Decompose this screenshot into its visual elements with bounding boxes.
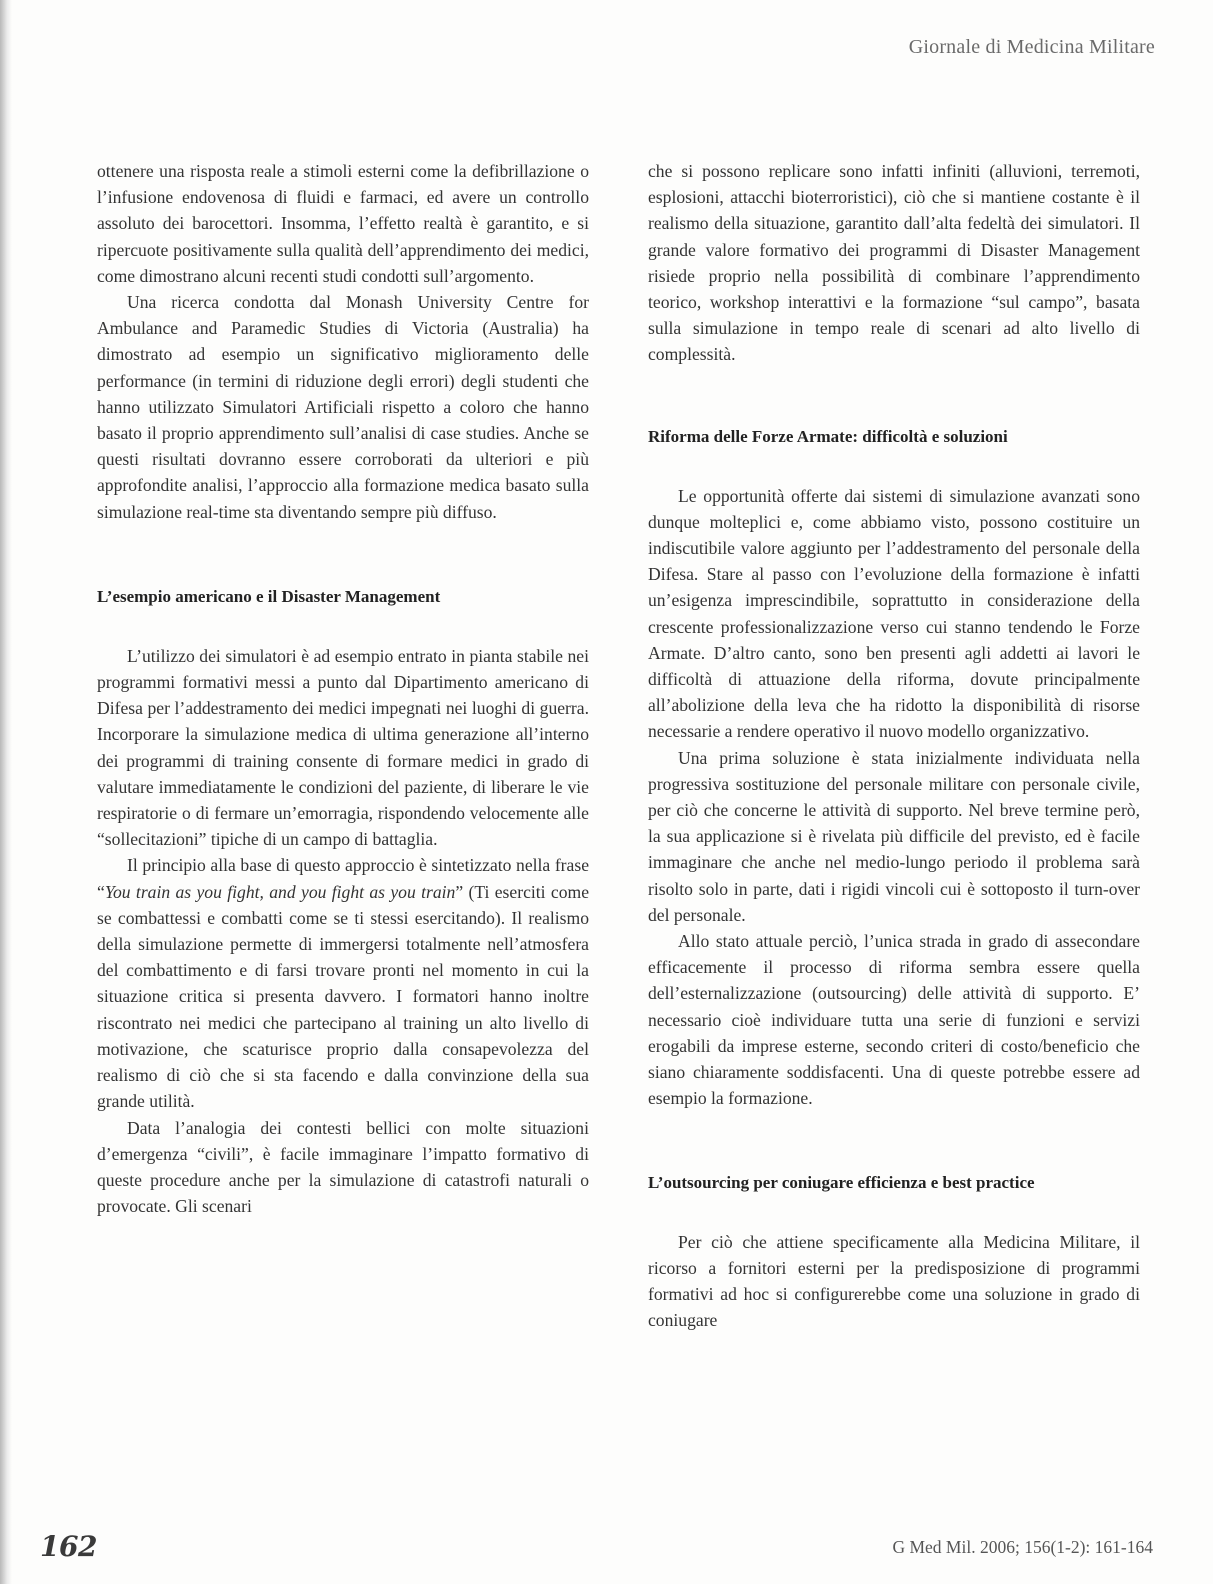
citation: G Med Mil. 2006; 156(1-2): 161-164 — [892, 1537, 1153, 1557]
text-span: Il principio alla base di questo approccio è sintetizzato nella frase “ — [97, 855, 589, 902]
page-edge-shadow — [0, 0, 12, 1584]
page-number: 162 — [40, 1530, 97, 1563]
paragraph: L’utilizzo dei simulatori è ad esempio entrato in pianta stabile nei programmi formativi messi a punto dal Dipartimento americano di Difesa per l’addestramento dei medici impegnati nei luoghi di guerra. Incorporare la simulazione medica di ultima generazione all’interno dei programmi di training consente di formare medici in grado di valutare immediatamente le condizioni del paziente, di liberare le vie respiratorie o di fermare un’emorragia, rispondendo velocemente alle “sollecitazioni” tipiche di un campo di battaglia. — [97, 645, 589, 850]
running-head: Giornale di Medicina Militare — [908, 36, 1155, 58]
paragraph: Le opportunità offerte dai sistemi di simulazione avanzati sono dunque molteplici e, come abbiamo visto, possono costituire un indiscutibile valore aggiunto per l’addestramento del personale della Difesa. Stare al passo con l’evoluzione della formazione è infatti un’esigenza imprescindibile, soprattutto in considerazione della crescente professionalizzazione verso cui stanno tendendo le Forze Armate. D’altro canto, sono ben presenti agli addetti ai lavori le difficoltà di attuazione della riforma, dovute principalmente all’abolizione della leva che ha ridotto la disponibilità di risorse necessarie a rendere operativo il nuovo modello organizzativo. — [648, 485, 1140, 742]
paragraph: ottenere una risposta reale a stimoli esterni come la defibrillazione o l’infusione endovenosa di fluidi e farmaci, ed avere un controllo assoluto dei barocettori. Insomma, l’effetto realtà è garantito, e si ripercuote positivamente sulla qualità dell’apprendimento dei medici, come dimostrano alcuni recenti studi condotti sull’argomento. — [97, 161, 589, 286]
right-column — [648, 158, 1140, 1333]
paragraph: Allo stato attuale perciò, l’unica strada in grado di assecondare efficacemente il processo di riforma sembra essere quella dell’esternalizzazione (outsourcing) delle attività di supporto. E’ necessario cioè individuare tutta una serie di funzioni e servizi erogabili da imprese esterne, secondo criteri di costo/beneficio che siano chiaramente soddisfacenti. Una di queste potrebbe essere ad esempio la formazione. — [648, 931, 1140, 1109]
text-span: ” (Ti eserciti come se combattessi e combatti come se ti stessi esercitando). Il realismo della simulazione permette di immergersi totalmente nell’atmosfera del combattimento e di farsi trovare pronti nel momento in cui la situazione critica si presenta davvero. I formatori hanno inoltre riscontrato nei medici che partecipano al training un alto livello di motivazione, che scaturisce proprio dalla consapevolezza del realismo di ciò che si sta facendo e dalla convinzione della sua grande utilità. — [97, 881, 590, 1112]
paragraph — [97, 852, 589, 1114]
quoted-phrase: You train as you fight, and you fight as you train — [104, 881, 456, 902]
paragraph: che si possono replicare sono infatti infiniti (alluvioni, terremoti, esplosioni, attacchi bioterroristici), ciò che si mantiene costante è il realismo della situazione, garantito dall’alta fedeltà dei simulatori. Il grande valore formativo dei programmi di Disaster Management risiede proprio nella possibilità di combinare l’apprendimento teorico, workshop interattivi e la formazione “sul campo”, basata sulla simulazione in tempo reale di scenari ad alto livello di complessità. — [648, 161, 1140, 365]
section-heading: Riforma delle Forze Armate: difficoltà e soluzioni — [648, 426, 1008, 446]
section-heading: L’esempio americano e il Disaster Management — [97, 586, 441, 606]
paragraph: Per ciò che attiene specificamente alla Medicina Militare, il ricorso a fornitori esterni per la predisposizione di programmi formativi ad hoc si configurerebbe come una soluzione in grado di coniugare — [648, 1231, 1140, 1331]
section-heading: L’outsourcing per coniugare efficienza e best practice — [648, 1172, 1035, 1192]
paragraph: Una ricerca condotta dal Monash University Centre for Ambulance and Paramedic Studies di Victoria (Australia) ha dimostrato ad esempio un significativo miglioramento delle performance (in termini di riduzione degli errori) degli studenti che hanno utilizzato Simulatori Artificiali rispetto a coloro che hanno basato il proprio apprendimento sull’analisi di case studies. Anche se questi risultati dovranno essere corroborati da ulteriori e più approfondite analisi, l’approccio alla formazione medica basato sulla simulazione real-time sta diventando sempre più diffuso. — [97, 292, 589, 522]
left-column — [97, 158, 589, 1219]
paragraph: Data l’analogia dei contesti bellici con molte situazioni d’emergenza “civili”, è facile immaginare l’impatto formativo di queste procedure anche per la simulazione di catastrofi naturali o provocate. Gli scenari — [97, 1117, 589, 1217]
paragraph: Una prima soluzione è stata inizialmente individuata nella progressiva sostituzione del personale militare con personale civile, per ciò che concerne le attività di supporto. Nel breve termine però, la sua applicazione si è rivelata più difficile del previsto, ed è facile immaginare che anche nel medio-lungo periodo il problema sarà risolto solo in parte, dati i rigidi vincoli cui è sottoposto il turn-over del personale. — [648, 747, 1140, 925]
